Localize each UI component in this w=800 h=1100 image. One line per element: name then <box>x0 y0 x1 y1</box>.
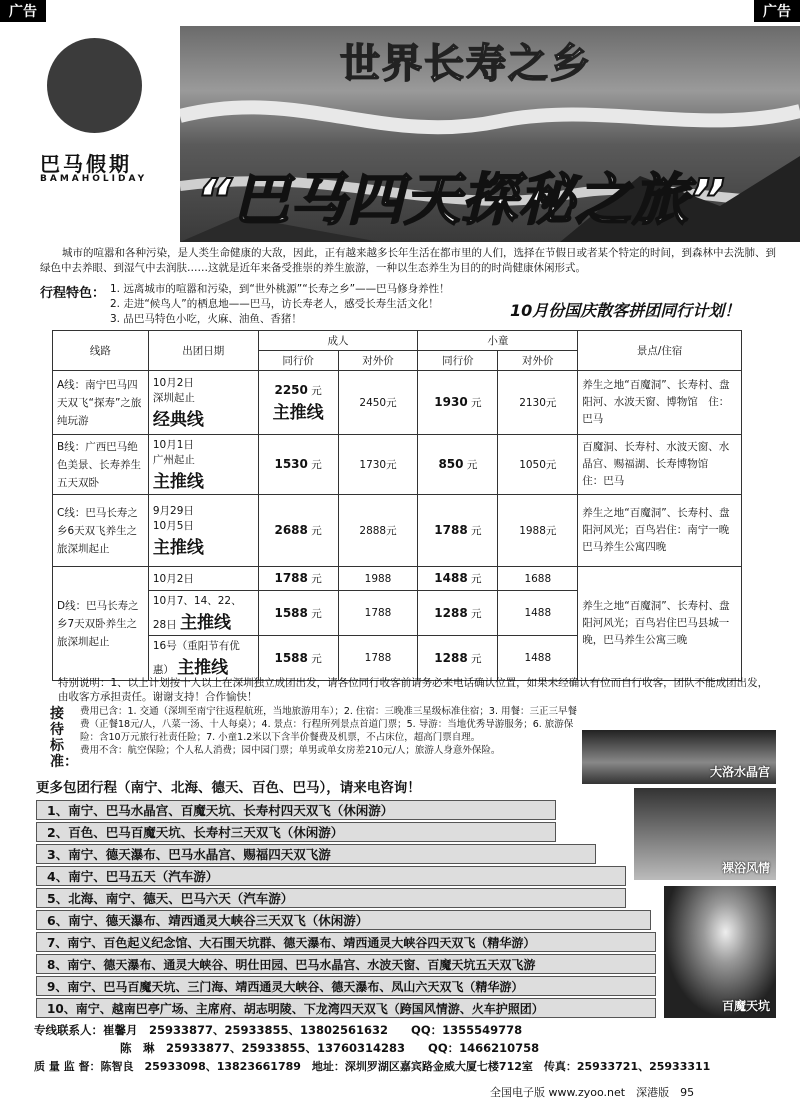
route-c: C线：巴马长寿之乡6天双飞养生之旅深圳起止 <box>53 495 149 567</box>
child-peer-a: 1930 元 <box>418 371 498 435</box>
date-a: 10月2日 深圳起止 经典线 <box>148 371 258 435</box>
adult-peer-d3: 1588 元 <box>258 636 338 681</box>
tag-main: 主推线 <box>177 658 229 678</box>
spots-d: 养生之地“百魔洞”、长寿村、盘阳河风光；百鸟岩住巴马县城一晚，巴马养生公寓三晚 <box>578 567 742 681</box>
header-route: 线路 <box>53 331 149 371</box>
tour-item: 7、南宁、百色起义纪念馆、大石围天坑群、德天瀑布、靖西通灵大峡谷四天双飞（精华游） <box>36 932 656 952</box>
adult-public-d2: 1788 <box>338 591 418 636</box>
more-tours-title: 更多包团行程（南宁、北海、德天、百色、巴马），请来电咨询！ <box>36 780 421 796</box>
tour-item: 8、南宁、德天瀑布、通灵大峡谷、明仕田园、巴马水晶宫、水波天窗、百魔天坑五天双飞游 <box>36 954 656 974</box>
tag-classic: 经典线 <box>152 410 204 430</box>
fees-included: 费用已含：1. 交通（深圳至南宁往返程航班，当地旅游用车）；2. 住宿：三晚准三星级标准住宿；3. 用餐：三正三早餐费（正餐18元/人，八菜一汤、十人每桌）；4. 景点：行程所列景点首道门票；5. 导游：当地优秀导游服务；6. 旅游保险：含10万元旅行社责任险；7. 小童1.2米以下含半价餐费及机票，不占床位，超高门票自理。 <box>80 706 578 743</box>
contact-line-2: 陈 琳 25933877、25933855、13760314283 QQ：1466210758 <box>120 1041 540 1055</box>
tag-main: 主推线 <box>180 613 232 633</box>
spots-c: 养生之地“百魔洞”、长寿村、盘阳河风光；百鸟岩住：南宁一晚 巴马养生公寓四晚 <box>578 495 742 567</box>
spots-a: 养生之地“百魔洞”、长寿村、盘阳河、水波天窗、博物馆 住：巴马 <box>578 371 742 435</box>
tag-main: 主推线 <box>152 538 204 558</box>
tour-item: 5、北海、南宁、德天、巴马六天（汽车游） <box>36 888 626 908</box>
ad-label-left: 广告 <box>0 0 46 22</box>
fees-excluded: 费用不含：航空保险；个人私人消费；园中园门票；单男或单女房差210元/人；旅游人身意外保险。 <box>80 745 501 756</box>
adult-peer-d2: 1588 元 <box>258 591 338 636</box>
adult-peer-a: 2250 元 主推线 <box>258 371 338 435</box>
date-c: 9月29日 10月5日 主推线 <box>148 495 258 567</box>
date-b: 10月1日 广州起止 主推线 <box>148 435 258 495</box>
header-adult: 成人 <box>258 331 418 351</box>
tour-item: 6、南宁、德天瀑布、靖西通灵大峡谷三天双飞（休闲游） <box>36 910 651 930</box>
child-public-d1: 1688 <box>498 567 578 591</box>
header-date: 出团日期 <box>148 331 258 371</box>
feature-item: 3. 品巴马特色小吃，火麻、油鱼、香猪！ <box>110 313 302 325</box>
date-d1: 10月2日 <box>148 567 258 591</box>
footer: 全国电子版 www.zyoo.net 深港版 95 <box>490 1086 695 1099</box>
contact-line-1: 专线联系人：崔馨月 25933877、25933855、13802561632 QQ：1355549778 <box>34 1023 523 1037</box>
child-public-b: 1050元 <box>498 435 578 495</box>
child-peer-d1: 1488 元 <box>418 567 498 591</box>
logo-emblem <box>47 38 142 133</box>
special-notes: 特别说明：1、以上计划按十人以上在深圳独立成团出发，请各位同行收客前请务必来电话确认位置，如果未经确认有位而自行收客，团队不能成团出发，由收客方承担责任。谢谢支持！合作愉快！ <box>58 677 769 703</box>
headline-top: 世界长寿之乡 <box>340 41 592 87</box>
ad-label-right: 广告 <box>754 0 800 22</box>
features-list <box>110 282 450 327</box>
adult-peer-c: 2688 元 <box>258 495 338 567</box>
adult-public-d3: 1788 <box>338 636 418 681</box>
brand-name-en: BAMAHOLIDAY <box>40 174 148 184</box>
header-child-public: 对外价 <box>498 351 578 371</box>
tag-main: 主推线 <box>152 472 204 492</box>
date-d3: 16号（重阳节有优惠） 主推线 <box>148 636 258 681</box>
route-b: B线：广西巴马绝色美景、长寿养生五天双卧 <box>53 435 149 495</box>
header-adult-public: 对外价 <box>338 351 418 371</box>
tour-item: 2、百色、巴马百魔天坑、长寿村三天双飞（休闲游） <box>36 822 556 842</box>
route-a: A线：南宁巴马四天双飞“探寿”之旅纯玩游 <box>53 371 149 435</box>
adult-public-d1: 1988 <box>338 567 418 591</box>
brand-logo <box>22 38 172 188</box>
header-child: 小童 <box>418 331 578 351</box>
adult-public-a: 2450元 <box>338 371 418 435</box>
header-adult-peer: 同行价 <box>258 351 338 371</box>
adult-peer-d1: 1788 元 <box>258 567 338 591</box>
adult-peer-b: 1530 元 <box>258 435 338 495</box>
feature-item: 2. 走进“候鸟人”的栖息地——巴马，访长寿老人，感受长寿生活文化！ <box>110 298 439 310</box>
header-child-peer: 同行价 <box>418 351 498 371</box>
brand-name: 巴马假期 <box>40 152 132 176</box>
child-peer-c: 1788 元 <box>418 495 498 567</box>
intro-paragraph: 城市的喧嚣和各种污染，是人类生命健康的大敌，因此，正有越来越多长年生活在都市里的人们，选择在节假日或者某个特定的时间，到森林中去洗肺、到绿色中去养眼、到湿气中去润肤……这就是近年来备受推崇的养生旅游，一种以生态养生为目的的时尚健康休闲形式。 <box>40 247 776 274</box>
reception-label: 接待标准： <box>50 706 78 770</box>
photo-bamo-sinkhole: 百魔天坑 <box>664 886 776 1018</box>
child-public-a: 2130元 <box>498 371 578 435</box>
adult-public-b: 1730元 <box>338 435 418 495</box>
photo-bathing: 裸浴风情 <box>634 788 776 880</box>
date-d2: 10月7、14、22、28日 主推线 <box>148 591 258 636</box>
child-peer-d3: 1288 元 <box>418 636 498 681</box>
contact-line-3: 质 量 监 督：陈智良 25933098、13823661789 地址：深圳罗湖区嘉宾路金威大厦七楼712室 传真：25933721、25933311 <box>34 1060 711 1073</box>
header-spots: 景点/住宿 <box>578 331 742 371</box>
child-peer-b: 850 元 <box>418 435 498 495</box>
price-table <box>52 330 742 681</box>
tour-item: 3、南宁、德天瀑布、巴马水晶宫、赐福四天双飞游 <box>36 844 596 864</box>
tour-item: 9、南宁、巴马百魔天坑、三门海、靖西通灵大峡谷、德天瀑布、凤山六天双飞（精华游） <box>36 976 656 996</box>
tour-item: 10、南宁、越南巴亭广场、主席府、胡志明陵、下龙湾四天双飞（跨国风情游、火车护照团） <box>36 998 656 1018</box>
tour-item: 4、南宁、巴马五天（汽车游） <box>36 866 626 886</box>
child-public-d2: 1488 <box>498 591 578 636</box>
child-public-d3: 1488 <box>498 636 578 681</box>
plan-title: 10月份国庆散客拼团同行计划！ <box>510 301 741 320</box>
tag-main: 主推线 <box>272 402 324 423</box>
route-d: D线：巴马长寿之乡7天双卧养生之旅深圳起止 <box>53 567 149 681</box>
spots-b: 百魔洞、长寿村、水波天窗、水晶宫、赐福湖、长寿博物馆 住：巴马 <box>578 435 742 495</box>
adult-public-c: 2888元 <box>338 495 418 567</box>
child-peer-d2: 1288 元 <box>418 591 498 636</box>
photo-crystal-palace: 大洛水晶宫 <box>582 730 776 784</box>
headline-main: “巴马四天探秘之旅” <box>196 168 727 233</box>
features-label: 行程特色： <box>40 286 106 301</box>
fees-block <box>80 705 580 757</box>
child-public-c: 1988元 <box>498 495 578 567</box>
tour-item: 1、南宁、巴马水晶宫、百魔天坑、长寿村四天双飞（休闲游） <box>36 800 556 820</box>
feature-item: 1. 远离城市的喧嚣和污染，到“世外桃源”“长寿之乡”——巴马修身养性！ <box>110 283 450 295</box>
